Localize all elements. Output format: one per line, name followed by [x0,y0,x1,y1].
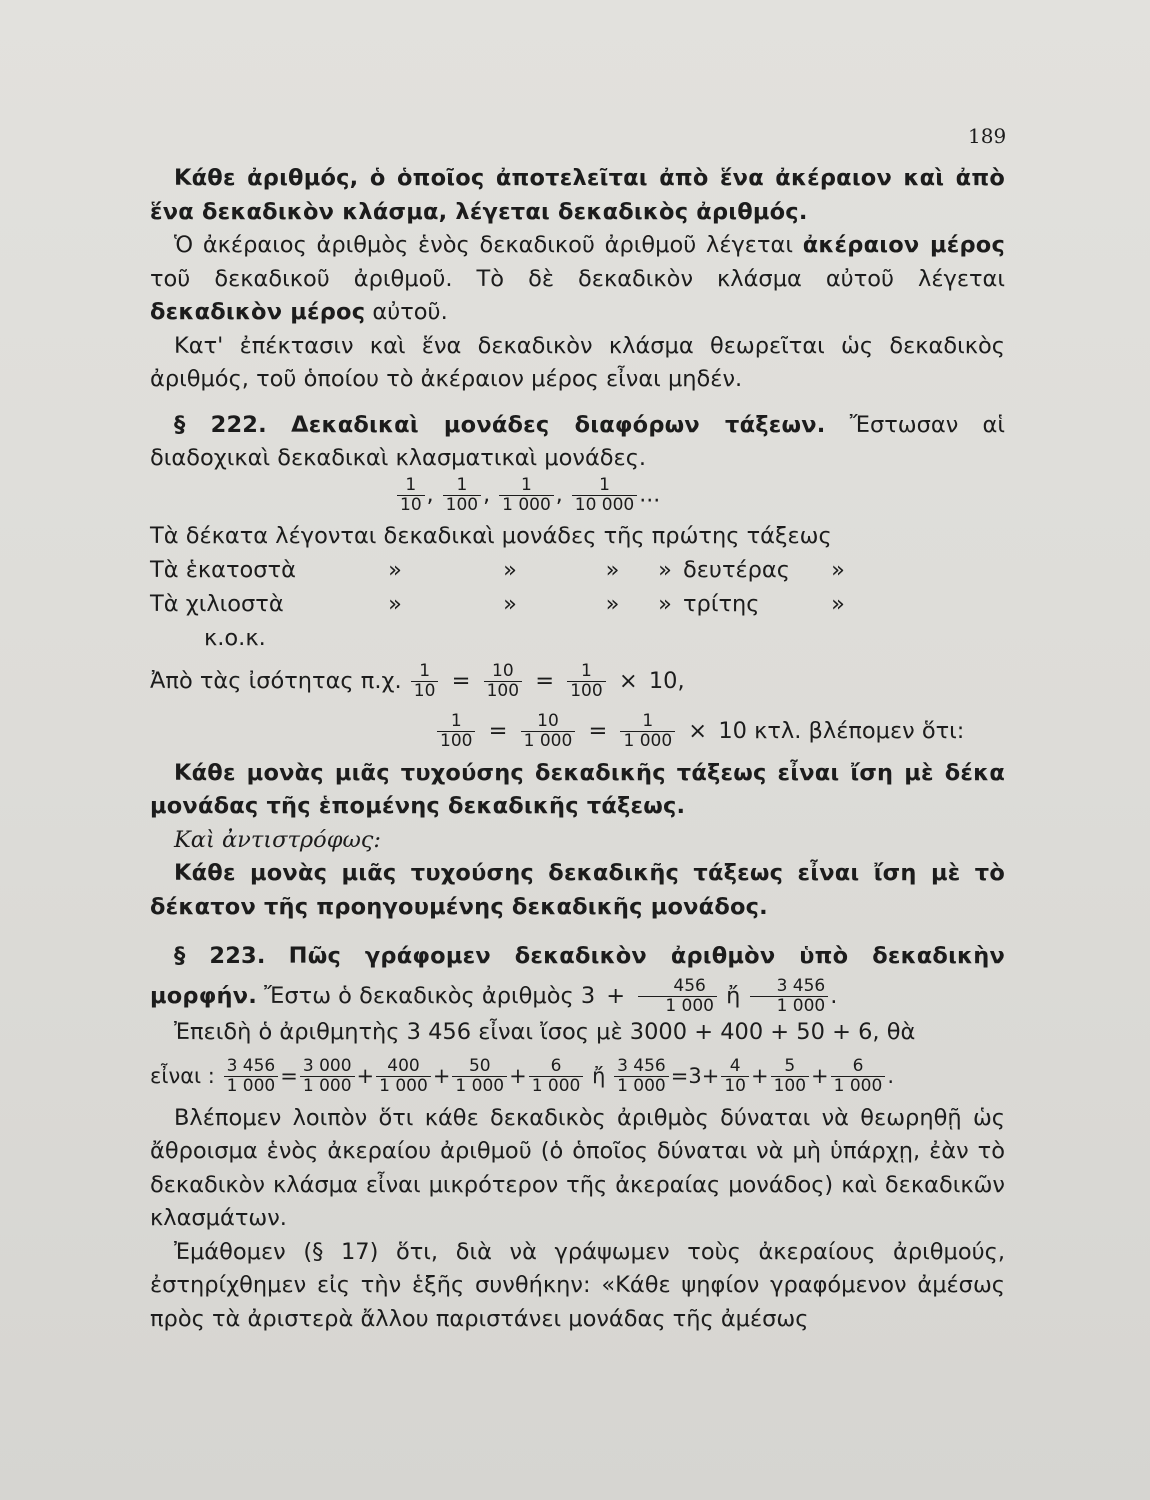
fraction [620,712,675,751]
ditto-mark: » [503,556,517,583]
section-223-heading [150,936,1005,1016]
orders-table [150,519,1005,655]
numerator: 1 [405,474,417,495]
numerator: 10 [492,660,514,681]
order-row-second [150,553,1005,587]
section-title: Πῶς γράφομεν δεκαδικὸν ἀριθμὸν ὑπὸ δεκαδικὴν μορφήν. [150,943,1005,1009]
denominator: 1 000 [224,1076,279,1096]
fraction [397,476,425,515]
definition-decimal-number: Κάθε ἀριθμός, ὁ ὁποῖος ἀποτελεῖται ἀπὸ ἕνα ἀκέραιον καὶ ἀπὸ ἕνα δεκαδικὸν κλάσμα, λέγεται δεκαδικὸς ἀριθμός. [150,165,1005,225]
times-sign: × [618,667,638,694]
conversely-label: Καὶ ἀντιστρόφως: [174,826,381,853]
ditto-mark: » [605,590,620,617]
denominator: 10 [721,1076,749,1096]
order-row-first [150,519,1005,553]
numerator: 1 [581,660,592,681]
separator: , [555,482,563,507]
fraction [224,1057,279,1096]
order-label: Τὰ χιλιοστὰ [150,590,284,617]
numerator: 3 000 [302,1056,352,1076]
ditto-mark: » [831,556,845,583]
fraction [567,662,605,701]
page-number: 189 [968,124,1007,148]
fraction [300,1057,355,1096]
ditto-mark: » [658,556,672,583]
numerator: 1 [599,474,610,495]
numerator: 50 [468,1056,491,1076]
term-decimal-part: δεκαδικὸν μέρος [150,299,366,325]
equals-sign: = [280,1063,298,1088]
equation-3 [150,1052,1005,1100]
term-integer-part: ἀκέραιον μέρος [802,232,1005,258]
fraction [529,1057,584,1096]
fraction [831,1057,886,1096]
section-number: § 222. [174,411,267,438]
section-number: § 223. [174,943,266,969]
numerator: 3 456 [776,976,826,996]
text: Ὁ ἀκέραιος ἀριθμὸς ἑνὸς δεκαδικοῦ ἀριθμοῦ λέγεται [174,232,803,258]
paragraph-learned: Ἐμάθομεν (§ 17) ὅτι, διὰ νὰ γράψωμεν τοὺς ἀκεραίους ἀριθμούς, ἐστηρίχθημεν εἰς τὴν ἑξῆς συνθήκην: «Κάθε ψηφίον γραφόμενον ἀμέσως πρὸς τὰ ἀριστερὰ ἄλλου παριστάνει μονάδας τῆς ἀμέσως [150,1238,1005,1332]
section-title: Δεκαδικαὶ μονάδες διαφόρων τάξεων. [291,411,826,438]
integer-three: 3 [688,1063,702,1088]
order-label: Τὰ ἑκατοστὰ [150,556,296,583]
denominator: 1 000 [499,495,554,515]
denominator: 100 [484,681,522,701]
rule-one-tenth: Κάθε μονὰς μιᾶς τυχούσης δεκαδικῆς τάξεως εἶναι ἴση μὲ τὸ δέκατον τῆς προηγουμένης δεκαδικῆς μονάδος. [150,860,1005,920]
ditto-mark: » [831,590,845,617]
fraction [638,977,717,1016]
fraction [484,662,522,701]
equation-2 [150,707,1005,755]
or-word: ἤ [726,983,741,1009]
fraction [452,1057,507,1096]
equals-sign: = [535,667,555,694]
equation-lead: εἶναι : [150,1063,215,1088]
equals-sign: = [451,667,471,694]
denominator: 10 [411,681,439,701]
plus-sign: + [356,1063,375,1088]
fraction [721,1057,749,1096]
fraction [376,1057,431,1096]
fraction [411,662,439,701]
ditto-mark: » [388,556,402,583]
denominator: 100 [443,495,481,515]
fraction [521,712,576,751]
paragraph-sum: Βλέπομεν λοιπὸν ὅτι κάθε δεκαδικὸς ἀριθμὸς δύναται νὰ θεωρηθῇ ὡς ἄθροισμα ἑνὸς ἀκεραίου ἀριθμοῦ (ὁ ὁποῖος δύναται νὰ μὴ ὑπάρχῃ, ἐὰν τὸ δεκαδικὸν κλάσμα εἶναι μικρότερον τῆς ἀκεραίας μονάδος) καὶ δεκαδικῶν κλασμάτων. [150,1104,1005,1231]
numerator: 3 456 [617,1056,666,1076]
denominator: 100 [771,1076,809,1096]
order-text: Τὰ δέκατα λέγονται δεκαδικαὶ μονάδες τῆς πρώτης τάξεως [150,522,832,549]
fraction [443,476,481,515]
section-intro: Ἔστωσαν αἱ διαδοχικαὶ δεκαδικαὶ κλασματικαὶ μονάδες. [150,411,1005,471]
denominator: 1 000 [831,1076,886,1096]
numerator: 1 [642,710,654,731]
fraction [771,1057,809,1096]
etc: κ.ο.κ. [204,624,266,651]
denominator: 100 [567,681,605,701]
text: αὐτοῦ. [365,299,448,325]
plus-sign: + [750,1063,769,1088]
denominator: 1 000 [614,1076,669,1096]
period: . [887,1063,894,1088]
section-intro: Ἔστω ὁ δεκαδικὸς ἀριθμὸς 3 [257,983,596,1009]
numerator: 10 [537,710,559,731]
numerator: 3 456 [226,1056,276,1076]
equation-tail: 10 κτλ. βλέπομεν ὅτι: [718,717,965,744]
numerator: 1 [419,660,431,681]
numerator: 1 [456,474,468,495]
denominator: 1 000 [376,1076,431,1096]
numerator: 456 [673,976,706,996]
fraction [750,977,829,1016]
plus-sign: + [811,1063,829,1088]
section-222-heading [150,409,1005,476]
paragraph-integer-part [150,229,1005,330]
denominator: 1 000 [300,1076,355,1096]
fraction [499,476,554,515]
plus-sign: + [701,1063,720,1088]
order-row-third [150,587,1005,621]
denominator: 1 000 [638,996,717,1016]
denominator: 1 000 [529,1076,584,1096]
numerator: 400 [387,1056,420,1076]
numerator: 4 [729,1056,741,1076]
or-word: ἤ [592,1063,606,1088]
ditto-mark: » [503,590,517,617]
period: . [830,983,838,1009]
numerator: 5 [784,1056,796,1076]
plus-sign: + [509,1063,527,1088]
page-body [150,162,1005,1336]
numerator: 1 [450,710,462,731]
plus-sign: + [432,1063,451,1088]
separator: , [483,482,491,507]
equals-sign: = [488,717,508,744]
equation-tail: 10, [648,667,685,694]
equation-lead: Ἀπὸ τὰς ἰσότητας π.χ. [150,667,402,694]
fraction [614,1057,669,1096]
denominator: 1 000 [750,996,829,1016]
plus-sign: + [606,983,626,1009]
denominator: 10 000 [572,495,637,515]
ditto-mark: » [658,590,672,617]
fraction [572,476,637,515]
numerator: 6 [550,1056,562,1076]
separator: , [426,482,434,507]
denominator: 100 [437,731,475,751]
paragraph-since: Ἐπειδὴ ὁ ἀριθμητὴς 3 456 εἶναι ἴσος μὲ 3000 + 400 + 50 + 6, θὰ [174,1019,916,1045]
ellipsis: ... [639,482,661,507]
fraction [437,712,475,751]
denominator: 1 000 [521,731,576,751]
denominator: 1 000 [620,731,675,751]
equals-sign: = [588,717,608,744]
denominator: 10 [397,495,425,515]
numerator: 1 [521,474,532,495]
ditto-mark: » [388,590,402,617]
order-ordinal: τρίτης [683,590,760,617]
times-sign: × [688,717,708,744]
decimal-units-list [150,476,1005,515]
rule-ten-units: Κάθε μονὰς μιᾶς τυχούσης δεκαδικῆς τάξεως εἶναι ἴση μὲ δέκα μονάδας τῆς ἑπομένης δεκαδικῆς τάξεως. [150,759,1005,819]
numerator: 6 [852,1056,864,1076]
ditto-mark: » [605,556,620,583]
text: τοῦ δεκαδικοῦ ἀριθμοῦ. Τὸ δὲ δεκαδικὸν κλάσμα αὐτοῦ λέγεται [150,265,1005,292]
etc-row [150,621,1005,655]
denominator: 1 000 [452,1076,507,1096]
paragraph-extension: Κατ' ἐπέκτασιν καὶ ἕνα δεκαδικὸν κλάσμα θεωρεῖται ὡς δεκαδικὸς ἀριθμός, τοῦ ὁποίου τὸ ἀκέραιον μέρος εἶναι μηδέν. [150,332,1005,392]
equation-1 [150,657,1005,705]
equals-sign: = [670,1063,689,1088]
order-ordinal: δευτέρας [683,556,790,583]
